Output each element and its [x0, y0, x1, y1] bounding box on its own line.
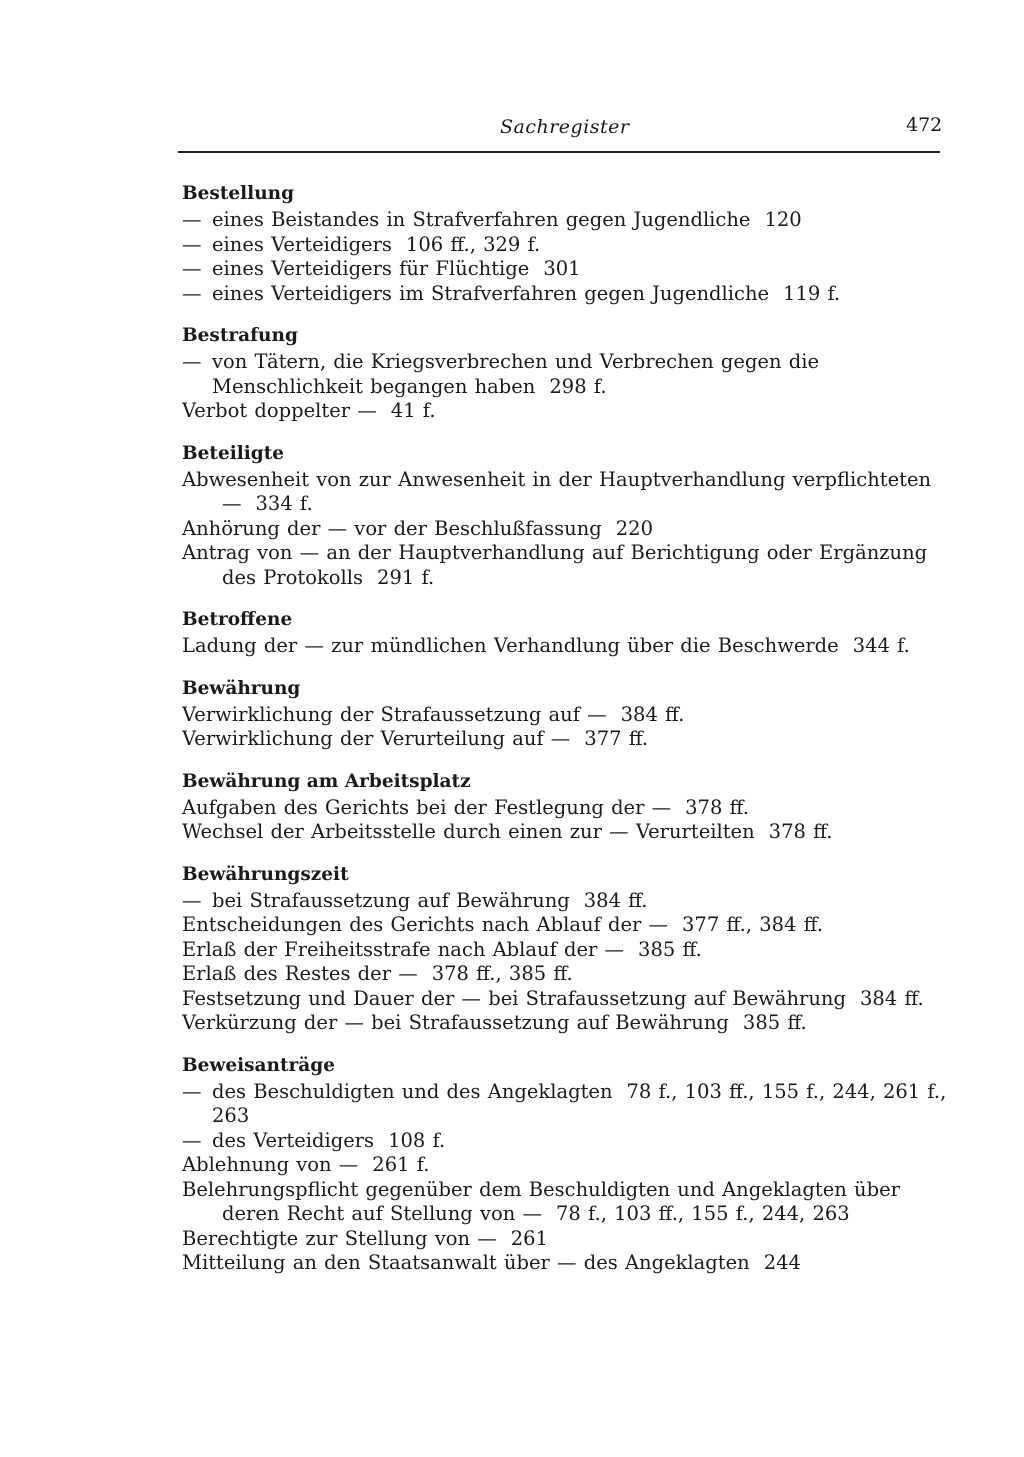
entry-pages: 385 ff. [638, 937, 702, 961]
entry-pages: 377 ff. [584, 727, 649, 750]
entry-pages: 344 f. [852, 634, 910, 657]
entry-pages: 119 f. [783, 281, 841, 305]
index-entry [182, 517, 952, 542]
index-entry [182, 938, 952, 963]
index-entry [182, 1251, 952, 1276]
entry-text: Ablehnung von — [182, 1153, 359, 1176]
page-number: 472 [906, 114, 943, 136]
entry-dash: — [182, 232, 202, 256]
index-entry [182, 962, 952, 987]
index-section [182, 677, 952, 752]
index-entry [182, 1011, 952, 1036]
index-entry [182, 796, 952, 821]
entry-pages: 298 f. [549, 374, 607, 398]
entry-text: des Beschuldigten und des Angeklagten [212, 1079, 613, 1103]
entry-pages: 291 f. [377, 565, 435, 589]
entry-pages: 301 [543, 257, 581, 280]
entry-text: Wechsel der Arbeitsstelle durch einen zur — Verurteilten [182, 820, 755, 843]
index-heading: Bewährung am Arbeitsplatz [182, 770, 471, 792]
entry-pages: 378 ff. [685, 795, 749, 819]
index-entry [182, 350, 952, 399]
entry-text: bei Strafaussetzung auf Bewährung [212, 888, 570, 912]
entry-text: Anhörung der — vor der Beschlußfassung [182, 516, 602, 540]
index-entry [182, 913, 952, 938]
entry-dash: — [182, 1128, 202, 1152]
entry-text: Verkürzung der — bei Strafaussetzung auf Bewährung [182, 1011, 729, 1034]
entry-pages: 220 [615, 516, 653, 540]
entry-pages: 385 ff. [742, 1011, 807, 1034]
entry-text: von Tätern, die Kriegsverbrechen und Verbrechen gegen die Menschlichkeit begangen haben [212, 350, 819, 398]
entry-pages: 384 ff. [583, 888, 648, 912]
entry-pages: 261 [510, 1226, 548, 1250]
index-entry [182, 1153, 952, 1178]
index-entry [182, 1129, 952, 1154]
index-entry [182, 703, 952, 728]
index-section [182, 608, 952, 659]
entry-text: Festsetzung und Dauer der — bei Strafaussetzung auf Bewährung [182, 986, 846, 1010]
index-entry [182, 634, 952, 659]
entry-pages: 78 f., 103 ff., 155 f., 244, 261 f., 263 [212, 1079, 947, 1127]
entry-text: Ladung der — zur mündlichen Verhandlung über die Beschwerde [182, 634, 839, 657]
index-entry [182, 468, 952, 517]
entry-text: Verwirklichung der Strafaussetzung auf — [182, 702, 607, 726]
entry-pages: 120 [764, 208, 802, 231]
entry-pages: 244 [763, 1251, 801, 1274]
entry-text: Antrag von — an der Hauptverhandlung auf Berichtigung oder Ergänzung des Protokolls [182, 541, 928, 589]
entry-dash: — [182, 257, 202, 280]
running-header-title: Sachregister [500, 116, 630, 138]
index-entry [182, 889, 952, 914]
entry-text: Berechtigte zur Stellung von — [182, 1226, 497, 1250]
entry-text: Mitteilung an den Staatsanwalt über — des Angeklagten [182, 1251, 750, 1274]
index-heading: Betroffene [182, 609, 293, 630]
entry-pages: 41 f. [390, 399, 436, 422]
entry-text: Erlaß der Freiheitsstrafe nach Ablauf der — [182, 937, 625, 961]
entry-dash: — [182, 1079, 202, 1103]
entry-dash: — [182, 208, 202, 231]
index-heading: Bestellung [182, 183, 295, 204]
index-entry [182, 399, 952, 424]
entry-text: Verbot doppelter — [182, 399, 377, 422]
index-entry [182, 257, 952, 282]
entry-text: eines Verteidigers im Strafverfahren gegen Jugendliche [212, 281, 770, 305]
entry-pages: 78 f., 103 ff., 155 f., 244, 263 [556, 1202, 850, 1225]
entry-dash: — [182, 350, 202, 373]
entry-pages: 108 f. [388, 1128, 446, 1152]
index-entry [182, 282, 952, 307]
entry-dash: — [182, 888, 202, 912]
entry-pages: 106 ff., 329 f. [405, 232, 541, 256]
header-rule [178, 151, 940, 153]
index-entry [182, 1080, 952, 1129]
index-heading: Bewährungszeit [182, 863, 349, 885]
index-content [182, 182, 952, 1294]
entry-text: des Verteidigers [212, 1128, 375, 1152]
entry-text: Abwesenheit von zur Anwesenheit in der Hauptverhandlung verpflichteten — [182, 467, 932, 515]
entry-pages: 261 f. [372, 1153, 430, 1176]
index-section [182, 324, 952, 424]
index-entry [182, 820, 952, 845]
entry-pages: 377 ff., 384 ff. [682, 913, 823, 936]
index-section [182, 1054, 952, 1276]
entry-text: eines Verteidigers [212, 232, 392, 256]
index-section [182, 863, 952, 1036]
index-entry [182, 1227, 952, 1252]
entry-text: Verwirklichung der Verurteilung auf — [182, 727, 571, 750]
entry-text: eines Verteidigers für Flüchtige [212, 257, 530, 280]
entry-text: eines Beistandes in Strafverfahren gegen Jugendliche [212, 208, 751, 231]
index-section [182, 442, 952, 591]
index-entry [182, 727, 952, 752]
index-heading: Bewährung [182, 677, 301, 699]
entry-text: Erlaß des Restes der — [182, 962, 418, 985]
index-heading: Beweisanträge [182, 1054, 335, 1076]
entry-pages: 384 ff. [859, 986, 924, 1010]
entry-dash: — [182, 281, 202, 305]
entry-pages: 378 ff., 385 ff. [431, 962, 573, 985]
index-section [182, 182, 952, 306]
entry-pages: 378 ff. [768, 820, 833, 843]
entry-pages: 334 f. [255, 492, 313, 515]
index-entry [182, 233, 952, 258]
index-heading: Bestrafung [182, 325, 298, 346]
entry-text: Belehrungspflicht gegenüber dem Beschuldigten und Angeklagten über deren Recht auf Stellung von — [182, 1177, 900, 1225]
index-entry [182, 987, 952, 1012]
index-entry [182, 541, 952, 590]
entry-pages: 384 ff. [620, 702, 685, 726]
entry-text: Entscheidungen des Gerichts nach Ablauf der — [182, 913, 669, 936]
index-entry [182, 1178, 952, 1227]
index-heading: Beteiligte [182, 442, 285, 464]
index-entry [182, 208, 952, 233]
index-section [182, 770, 952, 845]
entry-text: Aufgaben des Gerichts bei der Festlegung der — [182, 795, 672, 819]
